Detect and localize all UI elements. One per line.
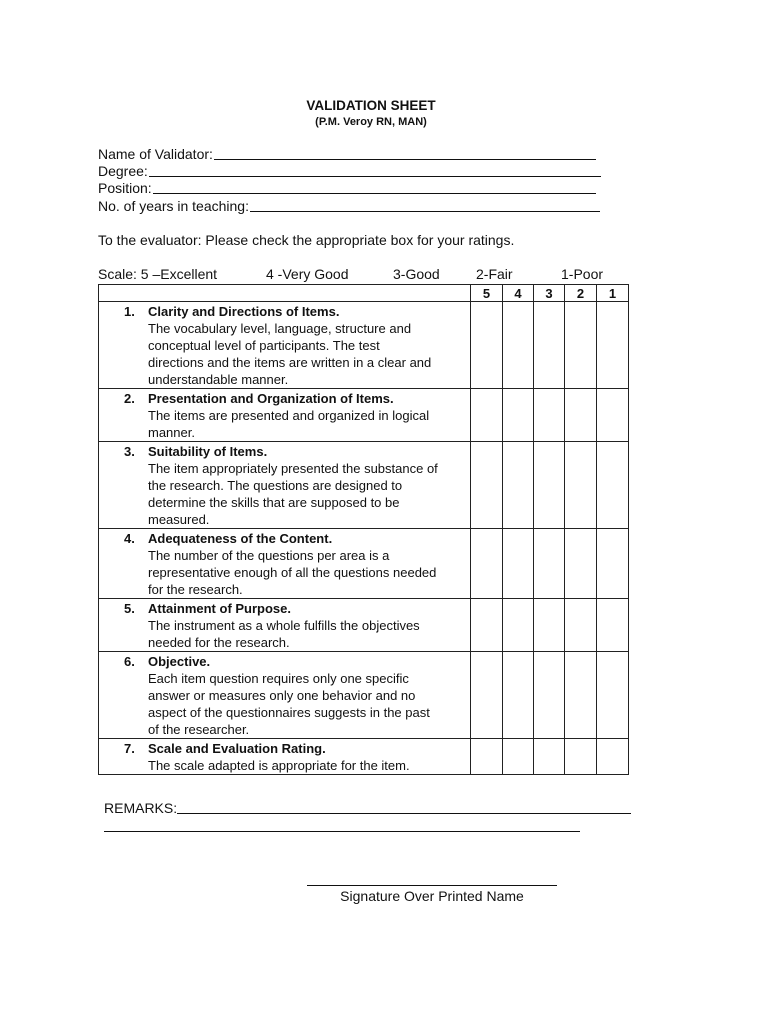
criterion-line: aspect of the questionnaires suggests in the past [148, 705, 430, 720]
rating-box-5[interactable] [471, 599, 503, 652]
criterion-line: for the research. [148, 582, 243, 597]
signature-line[interactable] [307, 885, 557, 886]
degree-line[interactable] [149, 176, 601, 177]
rating-header-5: 5 [471, 285, 503, 302]
criterion-number: 7. [124, 741, 135, 756]
rating-header-3: 3 [534, 285, 565, 302]
rating-box-5[interactable] [471, 652, 503, 739]
rating-header-2: 2 [565, 285, 597, 302]
criterion-line: The instrument as a whole fulfills the objectives [148, 618, 420, 633]
table-row [99, 442, 629, 529]
rating-box-4[interactable] [503, 389, 534, 442]
criterion-line: Each item question requires only one specific [148, 671, 409, 686]
years-teaching-field[interactable] [98, 196, 600, 214]
remarks-label: REMARKS: [104, 800, 178, 816]
criterion-number: 1. [124, 304, 135, 319]
rating-box-4[interactable] [503, 302, 534, 389]
criteria-rating-table [98, 284, 629, 775]
criterion-cell [99, 529, 471, 599]
criterion-line: of the researcher. [148, 722, 250, 737]
criterion-line: understandable manner. [148, 372, 289, 387]
rating-box-1[interactable] [597, 739, 629, 775]
rating-box-1[interactable] [597, 529, 629, 599]
rating-box-4[interactable] [503, 739, 534, 775]
criterion-line: manner. [148, 425, 195, 440]
rating-box-4[interactable] [503, 442, 534, 529]
criterion-line: The vocabulary level, language, structure and [148, 321, 412, 336]
degree-field[interactable] [98, 161, 601, 179]
criterion-title: Objective. [148, 654, 211, 669]
rating-box-5[interactable] [471, 389, 503, 442]
criterion-number: 6. [124, 654, 135, 669]
field-label: Degree: [98, 163, 148, 179]
rating-box-2[interactable] [565, 302, 597, 389]
criterion-line: The number of the questions per area is a [148, 548, 390, 563]
criterion-line: needed for the research. [148, 635, 290, 650]
field-label: Name of Validator: [98, 146, 213, 162]
validator-name-field[interactable] [98, 144, 596, 162]
table-row [99, 529, 629, 599]
years-teaching-line[interactable] [250, 211, 600, 212]
field-label: Position: [98, 180, 152, 196]
table-row [99, 652, 629, 739]
criterion-cell [99, 302, 471, 389]
rating-header-1: 1 [597, 285, 629, 302]
position-line[interactable] [153, 193, 596, 194]
rating-box-4[interactable] [503, 599, 534, 652]
scale-excellent: Scale: 5 –Excellent [98, 266, 218, 282]
rating-box-5[interactable] [471, 442, 503, 529]
rating-box-1[interactable] [597, 442, 629, 529]
criterion-cell [99, 442, 471, 529]
criterion-line: determine the skills that are supposed to be [148, 495, 400, 510]
table-row [99, 739, 629, 775]
rating-box-2[interactable] [565, 529, 597, 599]
criterion-cell [99, 599, 471, 652]
criteria-header-cell [99, 285, 471, 302]
rating-box-1[interactable] [597, 389, 629, 442]
criterion-title: Presentation and Organization of Items. [148, 391, 394, 406]
criterion-line: measured. [148, 512, 210, 527]
rating-box-5[interactable] [471, 739, 503, 775]
criterion-number: 3. [124, 444, 135, 459]
table-header-row [99, 285, 629, 302]
criterion-line: The item appropriately presented the substance of [148, 461, 438, 476]
criterion-number: 2. [124, 391, 135, 406]
criterion-number: 5. [124, 601, 135, 616]
scale-very-good: 4 -Very Good [266, 266, 349, 282]
rating-box-2[interactable] [565, 442, 597, 529]
scale-good: 3-Good [393, 266, 440, 282]
criterion-title: Clarity and Directions of Items. [148, 304, 340, 319]
signature-label: Signature Over Printed Name [340, 888, 524, 904]
rating-box-5[interactable] [471, 302, 503, 389]
criterion-cell [99, 652, 471, 739]
criterion-cell [99, 389, 471, 442]
rating-box-3[interactable] [534, 389, 565, 442]
table-row [99, 599, 629, 652]
criterion-line: answer or measures only one behavior and no [148, 688, 416, 703]
criterion-title: Attainment of Purpose. [148, 601, 292, 616]
table-row [99, 389, 629, 442]
criterion-title: Scale and Evaluation Rating. [148, 741, 326, 756]
criterion-title: Suitability of Items. [148, 444, 268, 459]
validator-name-line[interactable] [214, 159, 596, 160]
rating-header-4: 4 [503, 285, 534, 302]
page-title: VALIDATION SHEET [306, 98, 436, 113]
criterion-number: 4. [124, 531, 135, 546]
evaluator-instructions: To the evaluator: Please check the appropriate box for your ratings. [98, 232, 515, 248]
position-field[interactable] [98, 178, 596, 196]
criterion-line: The items are presented and organized in logical [148, 408, 430, 423]
remarks-line-1[interactable] [177, 813, 631, 814]
criterion-line: the research. The questions are designed to [148, 478, 403, 493]
rating-box-1[interactable] [597, 302, 629, 389]
criterion-cell [99, 739, 471, 775]
criterion-line: conceptual level of participants. The test [148, 338, 380, 353]
criterion-title: Adequateness of the Content. [148, 531, 333, 546]
criterion-line: directions and the items are written in a clear and [148, 355, 432, 370]
remarks-line-2[interactable] [104, 831, 580, 832]
rating-box-2[interactable] [565, 739, 597, 775]
page-subtitle: (P.M. Veroy RN, MAN) [315, 116, 427, 128]
rating-box-3[interactable] [534, 599, 565, 652]
rating-box-3[interactable] [534, 529, 565, 599]
rating-box-3[interactable] [534, 302, 565, 389]
rating-box-3[interactable] [534, 442, 565, 529]
rating-box-3[interactable] [534, 739, 565, 775]
rating-box-2[interactable] [565, 652, 597, 739]
rating-box-1[interactable] [597, 652, 629, 739]
scale-poor: 1-Poor [561, 266, 604, 282]
rating-box-4[interactable] [503, 652, 534, 739]
rating-box-4[interactable] [503, 529, 534, 599]
field-label: No. of years in teaching: [98, 198, 249, 214]
rating-box-5[interactable] [471, 529, 503, 599]
rating-box-2[interactable] [565, 389, 597, 442]
table-row [99, 302, 629, 389]
scale-fair: 2-Fair [476, 266, 513, 282]
criterion-line: The scale adapted is appropriate for the item. [148, 758, 410, 773]
rating-box-2[interactable] [565, 599, 597, 652]
rating-box-3[interactable] [534, 652, 565, 739]
rating-box-1[interactable] [597, 599, 629, 652]
criterion-line: representative enough of all the questions needed [148, 565, 437, 580]
remarks-field[interactable] [104, 800, 631, 816]
